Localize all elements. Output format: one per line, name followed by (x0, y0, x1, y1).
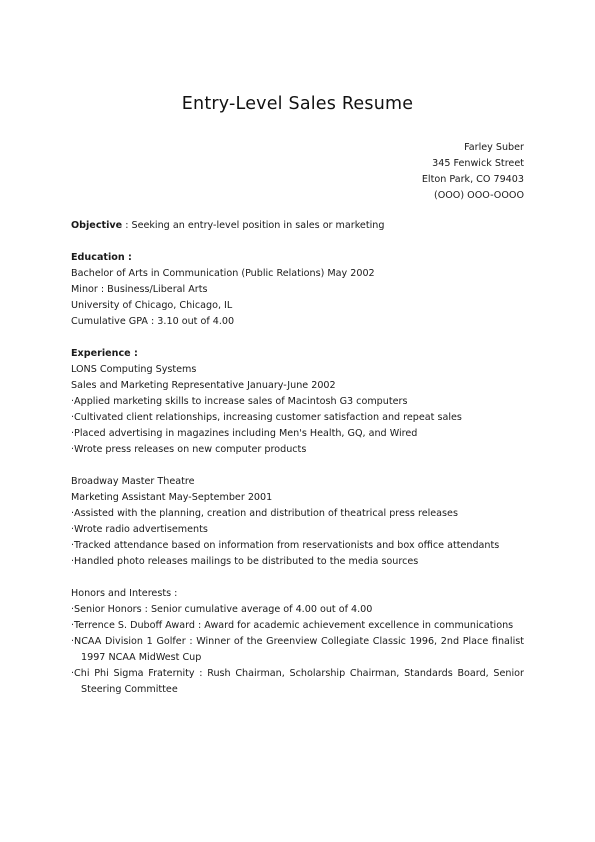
page-title: Entry-Level Sales Resume (181, 94, 414, 114)
honors-item: ·Senior Honors : Senior cumulative average of 4.00 out of 4.00 (71, 604, 373, 615)
contact-street: 345 Fenwick Street (432, 158, 524, 169)
education-heading: Education : (71, 252, 132, 263)
job-company: Broadway Master Theatre (71, 476, 195, 487)
objective-separator: : (122, 220, 132, 231)
contact-block (422, 140, 524, 204)
job-bullet: ·Wrote radio advertisements (71, 524, 208, 535)
honors-heading: Honors and Interests : (71, 588, 178, 599)
job-bullet: ·Tracked attendance based on information from reservationists and box office attendants (71, 540, 500, 551)
job-bullet: ·Placed advertising in magazines including Men's Health, GQ, and Wired (71, 428, 418, 439)
experience-heading: Experience : (71, 348, 138, 359)
objective-text: Seeking an entry-level position in sales or marketing (131, 220, 385, 231)
job-role: Marketing Assistant May-September 2001 (71, 492, 273, 503)
education-line: University of Chicago, Chicago, IL (71, 300, 233, 311)
contact-city: Elton Park, CO 79403 (421, 174, 524, 185)
contact-name: Farley Suber (464, 142, 524, 153)
education-line: Bachelor of Arts in Communication (Public Relations) May 2002 (71, 268, 375, 279)
job-bullet: ·Cultivated client relationships, increasing customer satisfaction and repeat sales (71, 412, 462, 423)
objective-line (71, 218, 524, 234)
education-line: Minor : Business/Liberal Arts (71, 284, 208, 295)
honors-item: ·NCAA Division 1 Golfer : Winner of the Greenview Collegiate Classic 1996, 2nd Place finalist 1997 NCAA MidWest Cup (71, 636, 524, 663)
job-bullet: ·Assisted with the planning, creation and distribution of theatrical press releases (71, 508, 458, 519)
objective-label: Objective (71, 220, 123, 231)
contact-phone: (OOO) OOO-OOOO (433, 190, 524, 201)
job-bullet: ·Wrote press releases on new computer products (71, 444, 307, 455)
job-bullet: ·Handled photo releases mailings to be distributed to the media sources (71, 556, 419, 567)
education-line: Cumulative GPA : 3.10 out of 4.00 (71, 316, 235, 327)
job-company: LONS Computing Systems (71, 364, 197, 375)
job-bullet: ·Applied marketing skills to increase sales of Macintosh G3 computers (71, 396, 408, 407)
honors-item: ·Terrence S. Duboff Award : Award for academic achievement excellence in communications (71, 620, 514, 631)
job-role: Sales and Marketing Representative January-June 2002 (71, 380, 336, 391)
resume-body (71, 218, 524, 698)
honors-item: ·Chi Phi Sigma Fraternity : Rush Chairman, Scholarship Chairman, Standards Board, Senior Steering Committee (71, 668, 524, 695)
